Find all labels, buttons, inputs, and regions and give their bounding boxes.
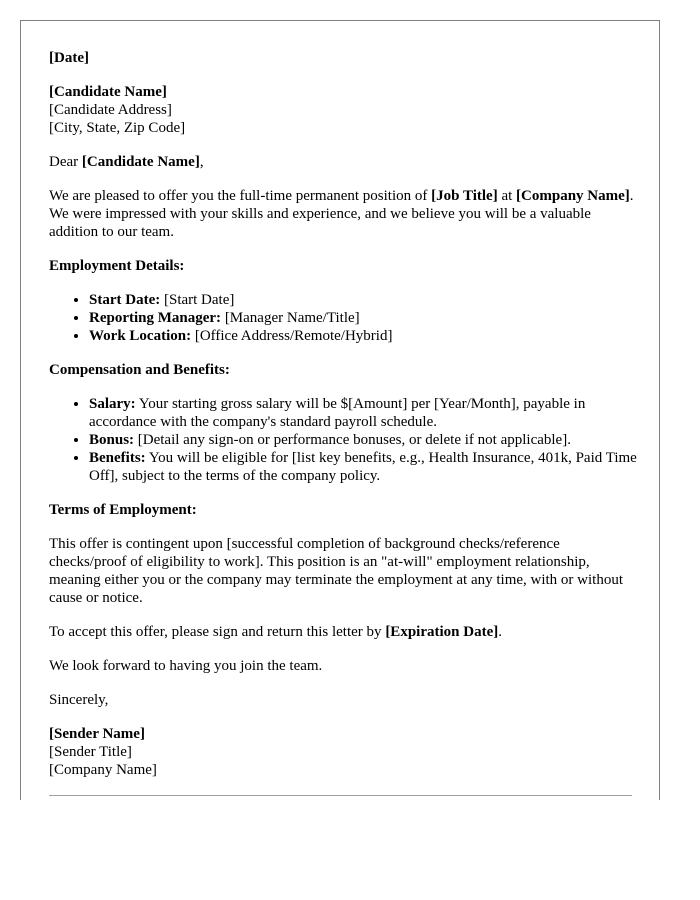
- terms-paragraph: This offer is contingent upon [successful completion of background checks/reference checks/proof of eligibility to work]. This position is an "at-will" employment relationship, meaning either you or the company may terminate the employment at any time, with or without cause or notice.: [49, 536, 624, 606]
- list-item-value: [Office Address/Remote/Hybrid]: [191, 328, 393, 344]
- list-item-label: Salary:: [89, 396, 136, 412]
- employment-list: [49, 291, 639, 345]
- employment-heading: [49, 257, 639, 275]
- compensation-list: [49, 395, 639, 485]
- intro-part3: . We were impressed with your skills and experience, and we believe you will be a valuable addition to our team.: [49, 188, 634, 240]
- list-item: [89, 449, 639, 485]
- accept-part1: To accept this offer, please sign and return this letter by: [49, 624, 386, 640]
- list-item-value: Your starting gross salary will be $[Amount] per [Year/Month], payable in accordance with the company's standard payroll schedule.: [89, 396, 586, 430]
- list-item-label: Start Date:: [89, 292, 161, 308]
- sign-off: Sincerely,: [49, 692, 109, 708]
- list-item-value: [Detail any sign-on or performance bonuses, or delete if not applicable].: [134, 432, 571, 448]
- sender-title: [Sender Title]: [49, 744, 132, 760]
- date-block: [49, 49, 639, 67]
- accept-part2: .: [498, 624, 502, 640]
- salutation: [49, 153, 639, 171]
- list-item-label: Reporting Manager:: [89, 310, 222, 326]
- expiration-date: [Expiration Date]: [385, 624, 499, 640]
- list-item-label: Benefits:: [89, 450, 146, 466]
- list-item-label: Bonus:: [89, 432, 135, 448]
- letter-content: [49, 49, 639, 795]
- salutation-suffix: ,: [199, 154, 204, 170]
- list-item-value: [Manager Name/Title]: [221, 310, 360, 326]
- intro-part2: at: [497, 188, 517, 204]
- recipient-block: [49, 83, 639, 137]
- compensation-heading: [49, 361, 639, 379]
- letter-page: [20, 20, 660, 800]
- sender-company: [Company Name]: [49, 762, 157, 778]
- date: [Date]: [49, 50, 89, 66]
- job-title: [Job Title]: [431, 188, 498, 204]
- candidate-address: [Candidate Address]: [49, 102, 172, 118]
- terms-heading: [49, 501, 639, 519]
- intro-paragraph: [49, 187, 639, 241]
- list-item: [89, 395, 639, 431]
- candidate-name: [Candidate Name]: [49, 84, 167, 100]
- compensation-heading-text: Compensation and Benefits:: [49, 362, 230, 378]
- candidate-city: [City, State, Zip Code]: [49, 120, 186, 136]
- salutation-name: [Candidate Name]: [81, 154, 200, 170]
- signature-block: [49, 725, 639, 779]
- footer-divider: [49, 795, 632, 796]
- intro-part1: We are pleased to offer you the full-time permanent position of: [49, 188, 432, 204]
- list-item: [89, 309, 639, 327]
- list-item: [89, 431, 639, 449]
- list-item: [89, 327, 639, 345]
- company-name: [Company Name]: [516, 188, 630, 204]
- salutation-prefix: Dear: [49, 154, 82, 170]
- accept-paragraph: [49, 623, 639, 641]
- list-item-value: You will be eligible for [list key benefits, e.g., Health Insurance, 401k, Paid Time Off], subject to the terms of the company policy.: [89, 450, 637, 484]
- closing-line: We look forward to having you join the team.: [49, 658, 323, 674]
- list-item-label: Work Location:: [89, 328, 192, 344]
- list-item: [89, 291, 639, 309]
- terms-heading-text: Terms of Employment:: [49, 502, 197, 518]
- list-item-value: [Start Date]: [160, 292, 235, 308]
- employment-heading-text: Employment Details:: [49, 258, 185, 274]
- sender-name: [Sender Name]: [49, 726, 145, 742]
